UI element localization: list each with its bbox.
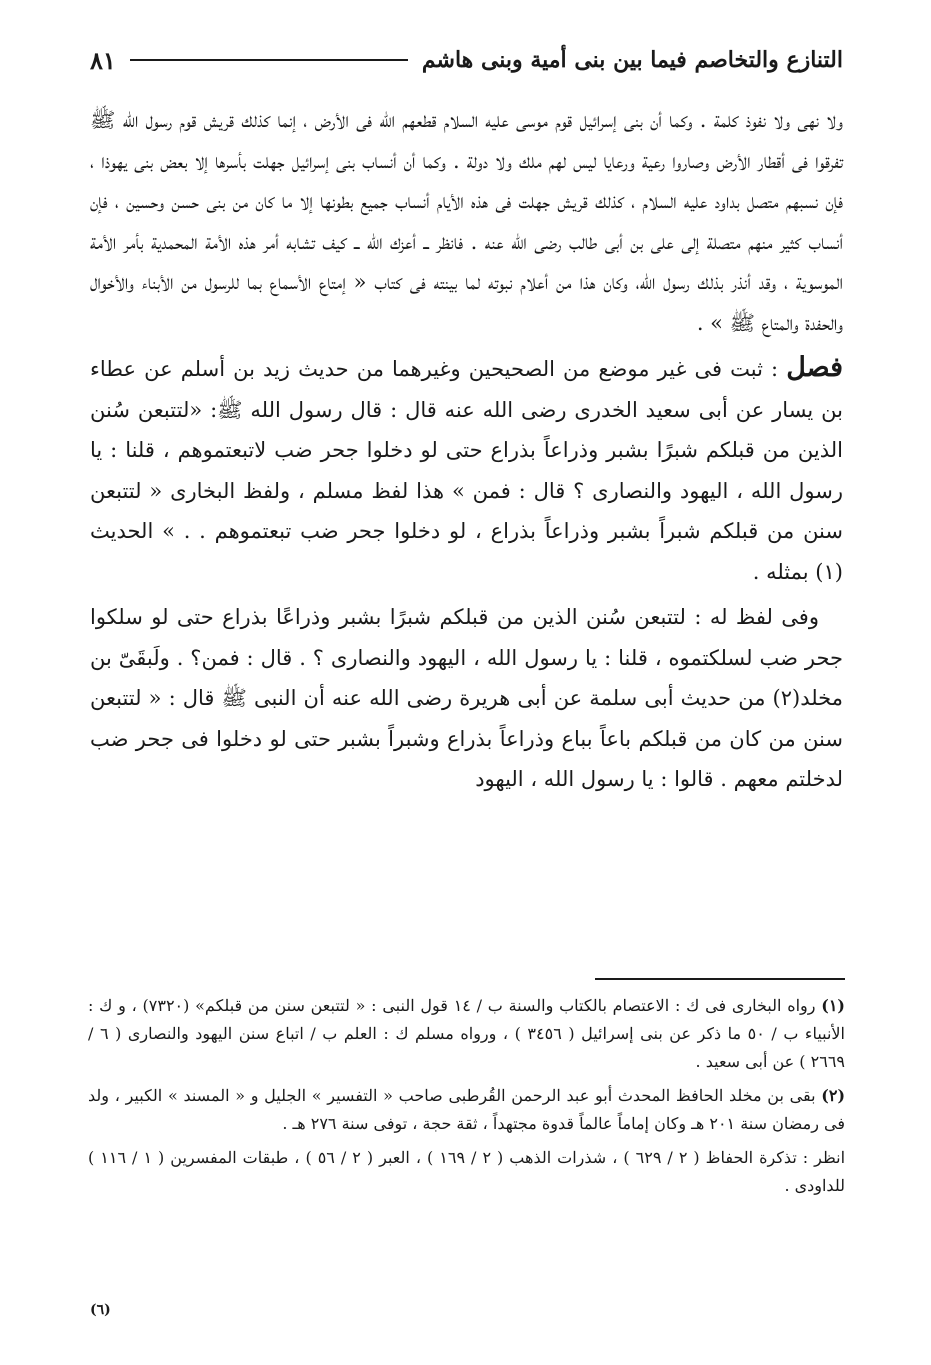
footnote-separator <box>595 978 845 980</box>
running-header <box>90 38 843 82</box>
footnote-2-number: (٢) <box>821 1086 846 1105</box>
paragraph-2 <box>90 348 843 592</box>
header-rule <box>130 59 408 61</box>
signature-mark: (٦) <box>90 1302 111 1318</box>
page-number: ٨١ <box>90 45 116 75</box>
fasl-heading: فصل <box>786 352 843 383</box>
footnote-1-number: (١) <box>821 996 845 1015</box>
footnote-2-text: بقى بن مخلد الحافظ المحدث أبو عبد الرحمن القُرطبى صاحب « التفسير » الجليل و « المسند » الكبير ، ولد فى رمضان سنة ٢٠١ هـ وكان إماماً عالماً قدوة مجتهداً ، ثقة حجة ، توفى سنة ٢٧٦ هـ . <box>88 1086 845 1133</box>
footnote-1-text: رواه البخارى فى ك : الاعتصام بالكتاب والسنة ب / ١٤ قول النبى : « لتتبعن سنن من قبلكم» (٧٣٢٠) ، و ك : الأنبياء ب / ٥٠ ما ذكر عن بنى إسرائيل ( ٣٤٥٦ ) ، ورواه مسلم ك : العلم ب / اتباع سنن اليهود والنصارى ( ٦ / ٢٦٦٩ ) عن أبى سعيد . <box>88 996 846 1071</box>
paragraph-1: ولا نهى ولا نفوذ كلمة . وكما أن بنى إسرائيل قوم موسى عليه السلام قطعهم الله فى الأرض ، إنما كذلك قريش قوم رسول الله ﷺ تفرقوا فى أقطار الأرض وصاروا رعية ورعايا ليس لهم ملك ولا دولة . وكما أن أنساب بنى إسرائيل جهلت بأسرها إلا بعض بنى يهوذا ، فإن نسبهم متصل بداود عليه السلام ، كذلك قريش جهلت فى هذه الأيام أنساب جميع بطونها إلا ما كان من بنى حسن وحسين ، فإن أنساب كثير منهم متصلة إلى على بن أبى طالب رضى الله عنه . فانظر ــ أعزك الله ــ كيف تشابه أمر هذه الأمة المحمدية بأمر الأمة الموسوية ، وقد أنذر بذلك رسول الله، وكان هذا من أعلام نبوته لما بينته فى كتاب « إمتاع الأسماع بما للرسول من الأبناء والأخوال والحفدة والمتاع ﷺ » . <box>90 108 843 335</box>
paragraph-3: وفى لفظ له : لتتبعن سُنن الذين من قبلكم شبرًا بشبر وذراعًا بذراع حتى لو سلكوا جحر ضب لسلكتموه ، قلنا : يا رسول الله ، اليهود والنصارى ؟ . قال : فمن؟ . ولَبقَىّ بن مخلد(٢) من حديث أبى سلمة عن أبى هريرة رضى الله عنه أن النبى ﷺ قال : « لتتبعن سنن من كان من قبلكم باعاً بباع وذراعاً بذراع وشبراً بشبر حتى لو دخلوا فى جحر ضب لدخلتم معهم . قالوا : يا رسول الله ، اليهود <box>90 605 843 791</box>
footnote-2 <box>88 1082 845 1138</box>
footnote-1 <box>88 992 845 1076</box>
main-text <box>90 100 843 805</box>
paragraph-2-text: : ثبت فى غير موضع من الصحيحين وغيرهما من حديث زيد بن أسلم عن عطاء بن يسار عن أبى سعيد الخدرى رضى الله عنه قال : قال رسول الله ﷺ: «لتتبعن سُنن الذين من قبلكم شبرًا بشبر وذراعاً بذراع حتى لو دخلوا جحر ضب لاتبعتموهم ، قلنا : يا رسول الله ، اليهود والنصارى ؟ قال : فمن » هذا لفظ مسلم ، ولفظ البخارى « لتتبعن سنن من قبلكم شبراً بشبر وذراعاً بذراع ، لو دخلوا جحر ضب تبعتموهم . . » الحديث (١) بمثله . <box>90 357 843 584</box>
running-title: التنازع والتخاصم فيما بين بنى أمية وبنى هاشم <box>421 47 843 73</box>
footnote-2-references: انظر : تذكرة الحفاظ ( ٢ / ٦٢٩ ) ، شذرات الذهب ( ٢ / ١٦٩ ) ، العبر ( ٢ / ٥٦ ) ، طبقات المفسرين ( ١ / ١١٦ ) للداودى . <box>88 1148 846 1195</box>
footnotes <box>88 992 845 1206</box>
